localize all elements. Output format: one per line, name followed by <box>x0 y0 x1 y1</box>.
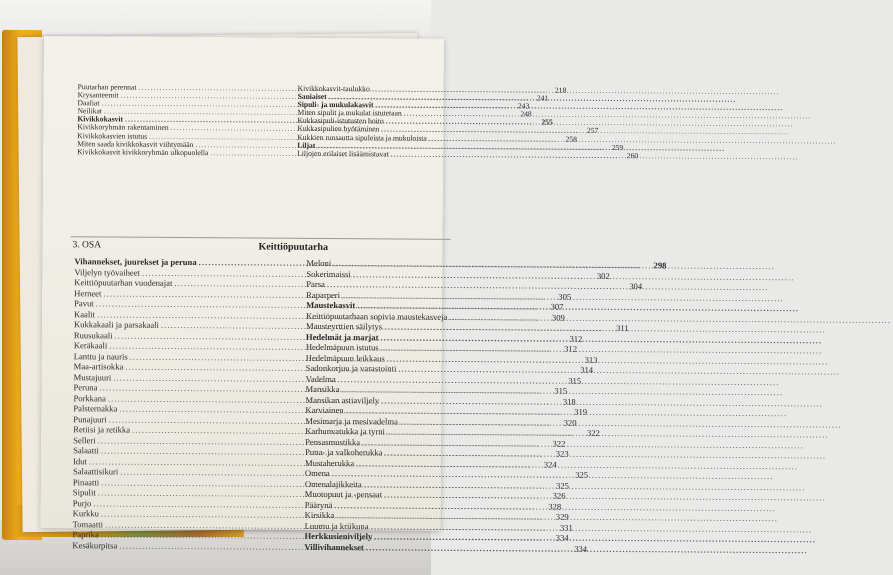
toc-entry-title: Karhunvatukka ja tyrni <box>305 425 386 437</box>
toc-entry-title: Kivikkokasvit <box>77 114 124 124</box>
toc-entry-page: 243 <box>517 101 530 111</box>
toc-entry-page: 325 <box>575 469 589 480</box>
toc-entry-title: Porkkana <box>73 392 106 403</box>
toc-entry-page: 328 <box>548 501 562 512</box>
toc-entry-page: 312 <box>569 333 583 344</box>
toc-entry-title: Salaatti <box>73 445 99 456</box>
toc-entry-title: Keräkaali <box>73 340 108 351</box>
toc-entry-page: 311 <box>616 323 629 334</box>
toc-entry-title: Kukkasipuli-istutusten hoito <box>297 116 384 126</box>
toc-entry-title: Pensasmustikka <box>305 436 361 447</box>
toc-entry-title: Keittiöpuutarhan vuodenajat <box>74 277 173 288</box>
toc-entry-page: 322 <box>552 438 566 449</box>
toc-entry-title: Meloni <box>306 257 332 269</box>
toc-entry-title: Puutarhan perennat <box>77 82 137 92</box>
toc-entry-title: Tomaatti <box>72 518 104 529</box>
toc-entry-title: Krysanteemit <box>77 90 119 100</box>
toc-entry-title: Vihannekset, juurekset ja peruna <box>74 256 197 268</box>
toc-entry-title: Punajuuri <box>73 413 107 424</box>
toc-entry-title: Karviainen <box>305 404 344 416</box>
toc-entry-title: Kukkien runsautta sipuleista ja mukuloista <box>297 132 427 143</box>
toc-entry-title: Pinaatti <box>72 476 100 487</box>
toc-entry-page: 258 <box>565 134 577 144</box>
toc-entry-title: Idut <box>73 455 87 466</box>
toc-entry-page: 304 <box>629 281 643 292</box>
toc-entry-title: Viljelyn työvaiheet <box>74 266 140 278</box>
toc-entry-title: Liljat <box>297 140 316 150</box>
toc-entry-title: Saniaiset <box>297 91 327 102</box>
toc-entry-page: 307 <box>550 301 564 312</box>
toc-entry-title: Kurkku <box>72 508 99 519</box>
toc-entry-title: Kukkakaali ja parsakaali <box>73 319 159 330</box>
toc-entry-page: 241 <box>536 93 549 103</box>
toc-entry-title: Ruusukaali <box>73 329 113 340</box>
toc-entry-title: Kivikkokasvit-taulukko <box>297 83 370 94</box>
toc-entry-page: 248 <box>520 109 532 119</box>
toc-entry-title: Kivikkoryhmän rakentaminen <box>77 122 169 133</box>
toc-entry-title: Sipuli- ja mukulakasvit <box>297 99 374 110</box>
toc-entry-page: 326 <box>552 490 566 501</box>
toc-entry <box>304 541 454 553</box>
toc-entry-title: Parsa <box>306 278 325 289</box>
toc-entry-title: Purjo <box>72 497 92 508</box>
toc-entry-title: Puna- ja valkoherukka <box>305 446 383 458</box>
toc-entry-page: 302 <box>596 270 610 281</box>
toc-entry-page: 334 <box>574 543 588 554</box>
section-title: Keittiöpuutarha <box>258 241 329 253</box>
toc-entry-title: Herkkusieniviljely <box>304 530 373 542</box>
toc-entry-title: Omena <box>304 467 330 479</box>
toc-entry-title: Mansikka <box>305 383 340 395</box>
toc-entry-title: Sokerimaissi <box>306 268 351 279</box>
toc-entry-title: Sipulit <box>72 487 96 498</box>
toc-entry-title: Peruna <box>73 382 98 393</box>
toc-entry-title: Pavut <box>74 298 94 309</box>
toc-entry-title: Muotopuut ja -pensaat <box>304 488 383 500</box>
toc-entry-title: Retiisi ja retikka <box>73 424 131 435</box>
toc-entry-title: Mansikan astiaviljely <box>305 394 380 405</box>
toc-entry-title: Hedelmät ja marjat <box>305 331 379 342</box>
toc-entry-page: 260 <box>626 150 639 160</box>
dot-leader <box>391 149 799 161</box>
toc-entry-page: 318 <box>562 396 576 407</box>
toc-entry-page: 315 <box>554 385 568 396</box>
toc-entry-page: 322 <box>586 427 600 438</box>
contents-page <box>41 36 667 554</box>
toc-entry-page: 298 <box>653 260 667 271</box>
toc-entry-title: Selleri <box>73 434 96 445</box>
toc-entry-title: Maa-artisokka <box>73 361 124 372</box>
toc-entry-page: 218 <box>554 85 567 95</box>
section-part: 3. OSA <box>72 240 102 251</box>
toc-entry-title: Herneet <box>74 287 102 298</box>
toc-entry-page: 329 <box>555 511 569 522</box>
toc-entry-page: 315 <box>568 375 582 386</box>
toc-entry-title: Neilikat <box>77 106 102 116</box>
toc-entry-page: 323 <box>555 448 569 459</box>
toc-entry-page: 312 <box>564 343 578 354</box>
toc-entry-page: 255 <box>541 117 553 127</box>
toc-entry-title: Kesäkurpitsa <box>72 539 118 551</box>
toc-entry-title: Liljojen erilaiset lisäämistavat <box>297 148 389 159</box>
toc-entry-page: 324 <box>543 458 557 470</box>
toc-entry-title: Paprika <box>72 529 99 540</box>
toc-entry-page: 320 <box>563 417 577 428</box>
toc-entry-title: Hedelmäpuun leikkaus <box>305 352 385 363</box>
section-divider <box>71 236 451 240</box>
toc-entry-title: Lanttu ja nauris <box>73 350 128 362</box>
toc-entry-title: Miten saada kivikkokasvit viihtymään <box>77 138 194 149</box>
toc-entry-title: Kirsikka <box>304 509 335 521</box>
toc-entry-title: Sadonkorjuu ja varastointi <box>305 362 397 374</box>
toc-entry-title: Kivikkokasvit kivikkoryhmän ulkopuolella <box>77 146 209 157</box>
toc-entry-page: 331 <box>559 522 573 533</box>
toc-entry-title: Mesimarja ja mesivadelma <box>305 415 398 426</box>
toc-entry-title: Hedelmäpuun istutus <box>305 341 379 353</box>
toc-entry-title: Salaattisikuri <box>72 466 119 477</box>
toc-entry-title: Mustaherukka <box>304 457 355 468</box>
toc-entry <box>297 149 457 158</box>
toc-entry-page: 314 <box>580 364 594 375</box>
toc-entry-page: 313 <box>584 354 598 365</box>
toc-entry-page: 309 <box>551 312 565 323</box>
toc-entry-title: Mustajuuri <box>73 371 112 382</box>
toc-entry-title: Kukkasipulien hyötäminen <box>297 124 380 134</box>
toc-entry-title: Palsternakka <box>73 403 118 414</box>
toc-entry-title: Vadelma <box>305 373 336 384</box>
toc-entry-title: Villivihannekset <box>304 541 364 552</box>
toc-entry-page: 319 <box>574 406 588 417</box>
toc-entry-page: 325 <box>556 480 569 491</box>
toc-entry-title: Kaalit <box>74 308 96 319</box>
toc-entry-page: 334 <box>555 532 569 543</box>
toc-entry-title: Mausteyrttien säilytys <box>305 320 383 332</box>
toc-top-right <box>297 84 458 158</box>
toc-entry-title: Raparperi <box>306 289 341 300</box>
dot-leader <box>366 542 808 555</box>
toc-entry-title: Omenalajikkeita <box>304 478 362 489</box>
toc-entry-page: 305 <box>558 291 572 302</box>
toc-entry-title: Luumu ja kriikuna <box>304 520 369 531</box>
toc-entry-title: Kivikkokasvien istutus <box>77 130 148 141</box>
toc-entry-page: 257 <box>587 126 599 136</box>
toc-entry-page: 259 <box>611 142 624 152</box>
toc-entry-title: Maustekasvit <box>306 299 356 311</box>
toc-bottom-right <box>304 258 456 553</box>
toc-entry-title: Daaliat <box>77 98 100 108</box>
toc-entry-title: Keittiöpuutarhaan sopivia maustekasveja <box>306 310 448 322</box>
toc-entry-title: Miten sipulit ja mukulat istutetaan <box>297 108 402 118</box>
toc-entry-title: Päärynä <box>304 499 333 510</box>
